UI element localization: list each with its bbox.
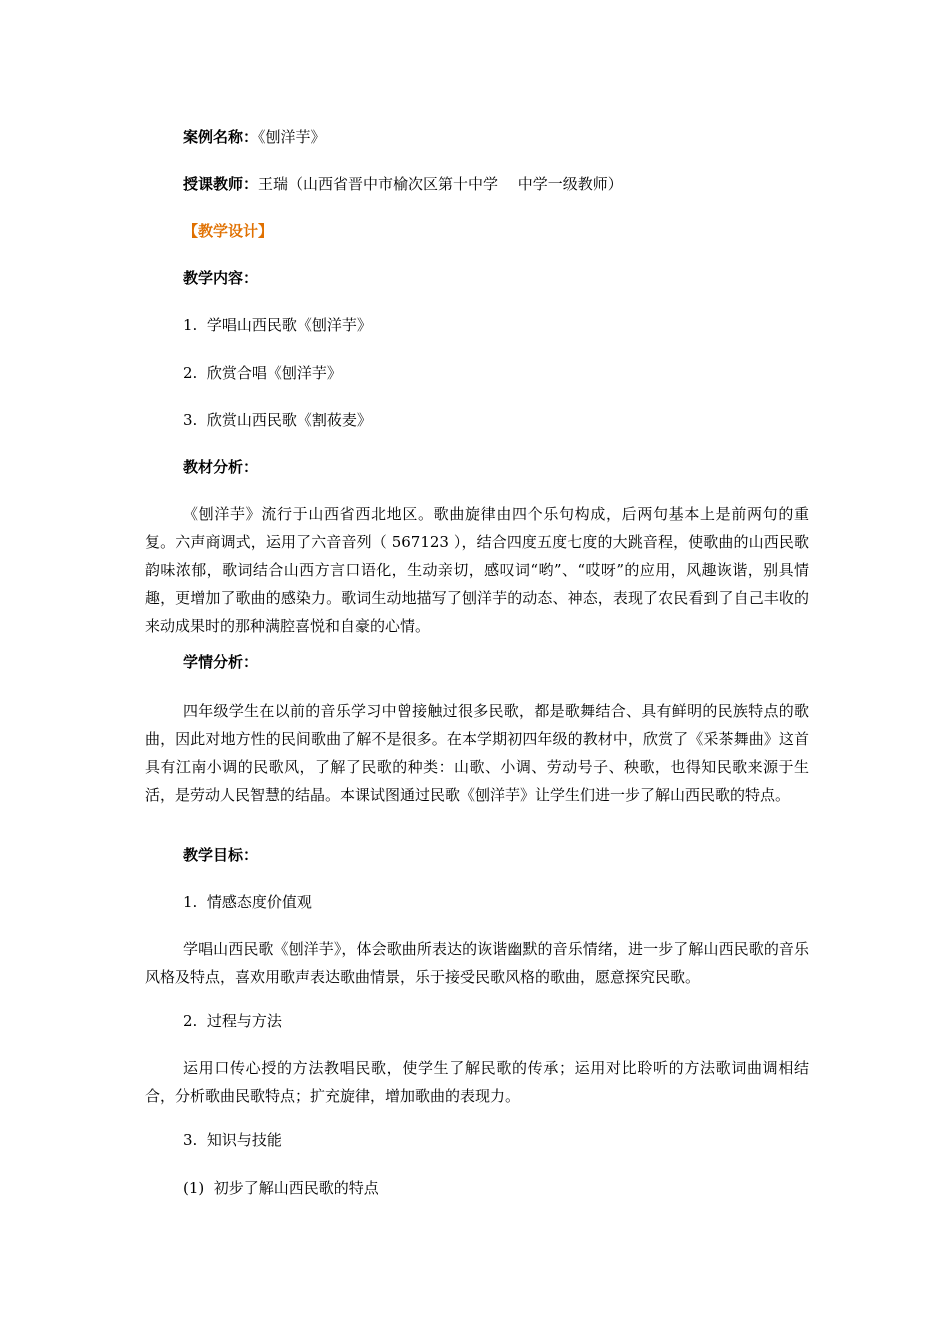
goal-3-title: 3. 知识与技能 [183,1131,282,1149]
section-title: 【教学设计】 [183,222,274,240]
content-heading: 教学内容： [183,269,259,287]
students-paragraph: 四年级学生在以前的音乐学习中曾接触过很多民歌，都是歌舞结合、具有鲜明的民族特点的歌曲，因此对地方性的民间歌曲了解不是很多。在本学期初四年级的教材中，欣赏了《采茶舞曲》这首具有江南小调的民歌风，了解了民歌的种类：山歌、小调、劳动号子、秧歌，也得知民歌来源于生活，是劳动人民智慧的结晶。本课试图通过民歌《刨洋芋》让学生们进一步了解山西民歌的特点。 [145,702,809,804]
teacher-value: 王瑞（山西省晋中市榆次区第十中学 中学一级教师） [258,175,623,193]
content-item-3: 3. 欣赏山西民歌《割莜麦》 [183,411,372,429]
case-name-label: 案例名称： [183,128,259,146]
teacher-label: 授课教师： [183,175,259,193]
goal-3-sub-1: (1) 初步了解山西民歌的特点 [183,1179,379,1197]
content-item-2: 2. 欣赏合唱《刨洋芋》 [183,364,342,382]
case-name-line [183,127,326,147]
goals-heading: 教学目标： [183,846,259,864]
goal-2-title: 2. 过程与方法 [183,1012,282,1030]
teacher-line [183,174,623,194]
goal-1-title: 1. 情感态度价值观 [183,893,312,911]
goal-1-text: 学唱山西民歌《刨洋芋》，体会歌曲所表达的诙谐幽默的音乐情绪，进一步了解山西民歌的音乐风格及特点，喜欢用歌声表达歌曲情景，乐于接受民歌风格的歌曲，愿意探究民歌。 [145,940,809,986]
material-heading: 教材分析： [183,458,259,476]
case-name-value: 《刨洋芋》 [258,128,326,146]
goal-2-text: 运用口传心授的方法教唱民歌，使学生了解民歌的传承；运用对比聆听的方法歌词曲调相结合，分析歌曲民歌特点；扩充旋律，增加歌曲的表现力。 [145,1059,809,1105]
students-heading: 学情分析： [183,653,259,671]
material-paragraph: 《刨洋芋》流行于山西省西北地区。歌曲旋律由四个乐句构成，后两句基本上是前两句的重复。六声商调式，运用了六音音列（ 567123 ），结合四度五度七度的大跳音程，使歌曲的山西民歌韵味浓郁，歌词结合山西方言口语化，生动亲切，感叹词“哟”、“哎呀”的应用，风趣诙谐，别具情趣，更增加了歌曲的感染力。歌词生动地描写了刨洋芋的动态、神态，表现了农民看到了自己丰收的来动成果时的那种满腔喜悦和自豪的心情。 [145,505,809,635]
content-item-1: 1. 学唱山西民歌《刨洋芋》 [183,316,372,334]
